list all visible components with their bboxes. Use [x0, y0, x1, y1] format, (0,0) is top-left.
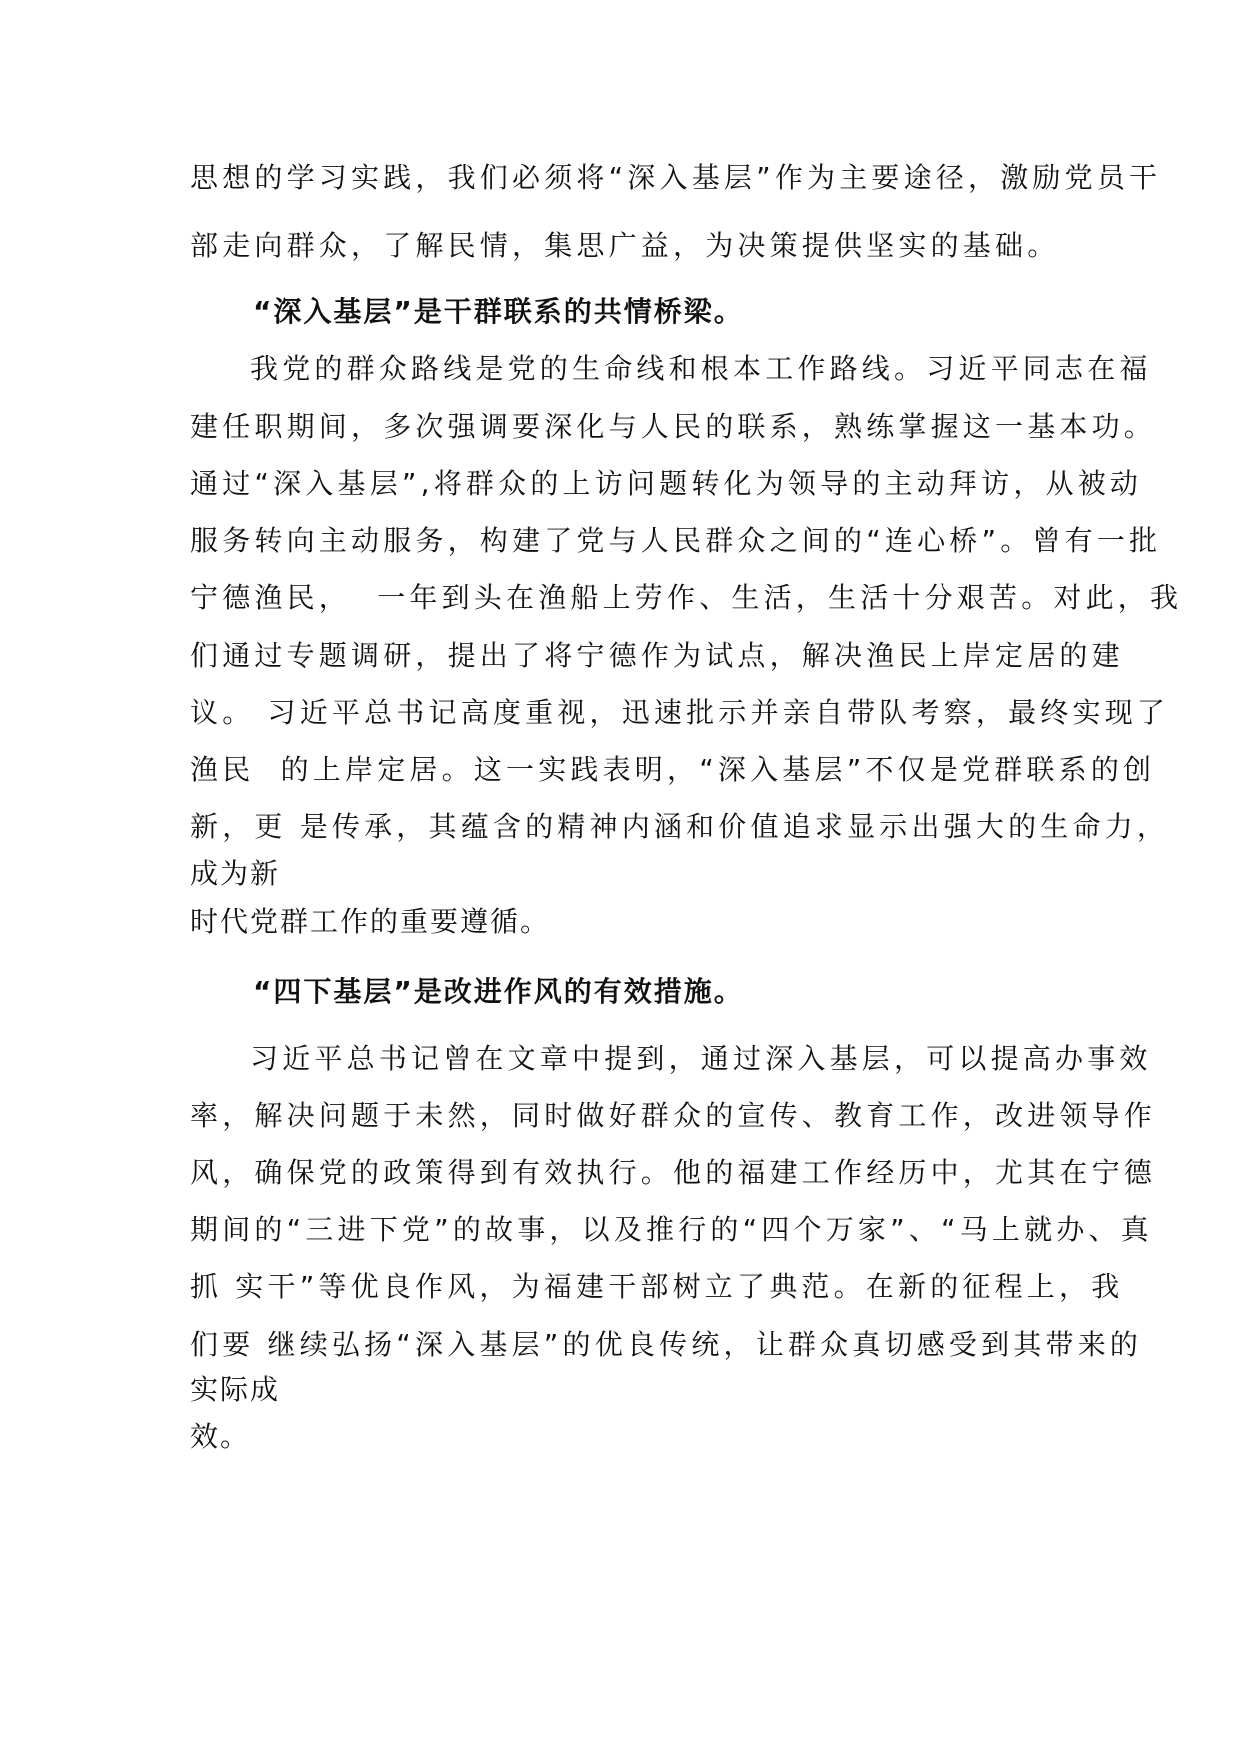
- paragraph-line: 们要 继续弘扬“深入基层”的优良传统，让群众真切感受到其带来的: [190, 1328, 1143, 1361]
- paragraph-line: 风，确保党的政策得到有效执行。他的福建工作经历中，尤其在宁德: [190, 1156, 1157, 1189]
- paragraph-line: 宁德渔民， 一年到头在渔船上劳作、生活，生活十分艰苦。对此，我: [190, 581, 1183, 614]
- paragraph-line: 思想的学习实践，我们必须将“深入基层”作为主要途径，激励党员干: [190, 161, 1162, 194]
- paragraph-line: 效。: [190, 1420, 251, 1453]
- paragraph-line: 成为新: [190, 857, 281, 890]
- paragraph-line: 我党的群众路线是党的生命线和根本工作路线。习近平同志在福: [250, 352, 1152, 385]
- paragraph-line: 议。 习近平总书记高度重视，迅速批示并亲自带队考察，最终实现了: [190, 696, 1170, 729]
- paragraph-line: 率，解决问题于未然，同时做好群众的宣传、教育工作，改进领导作: [190, 1099, 1157, 1132]
- paragraph-line: 抓 实干”等优良作风，为福建干部树立了典范。在新的征程上，我: [190, 1270, 1124, 1303]
- paragraph-line: 实际成: [190, 1373, 281, 1406]
- paragraph-line: 新，更 是传承，其蕴含的精神内涵和价值追求显示出强大的生命力，: [190, 810, 1170, 843]
- paragraph-line: 时代党群工作的重要遵循。: [190, 905, 551, 938]
- paragraph-line: 通过“深入基层”,将群众的上访问题转化为领导的主动拜访，从被动: [190, 467, 1143, 500]
- paragraph-line: 们通过专题调研，提出了将宁德作为试点，解决渔民上岸定居的建: [190, 639, 1124, 672]
- paragraph-line: 建任职期间，多次强调要深化与人民的联系，熟练掌握这一基本功。: [190, 410, 1157, 443]
- paragraph-line: 习近平总书记曾在文章中提到，通过深入基层，可以提高办事效: [250, 1042, 1152, 1075]
- section-heading: “深入基层”是干群联系的共情桥梁。: [253, 295, 744, 328]
- paragraph-line: 部走向群众，了解民情，集思广益，为决策提供坚实的基础。: [190, 229, 1060, 262]
- paragraph-line: 渔民 的上岸定居。这一实践表明，“深入基层”不仅是党群联系的创: [190, 753, 1156, 786]
- paragraph-line: 服务转向主动服务，构建了党与人民群众之间的“连心桥”。曾有一批: [190, 524, 1162, 557]
- section-heading: “四下基层”是改进作风的有效措施。: [253, 975, 744, 1008]
- paragraph-line: 期间的“三进下党”的故事，以及推行的“四个万家”、“马上就办、真: [190, 1213, 1153, 1246]
